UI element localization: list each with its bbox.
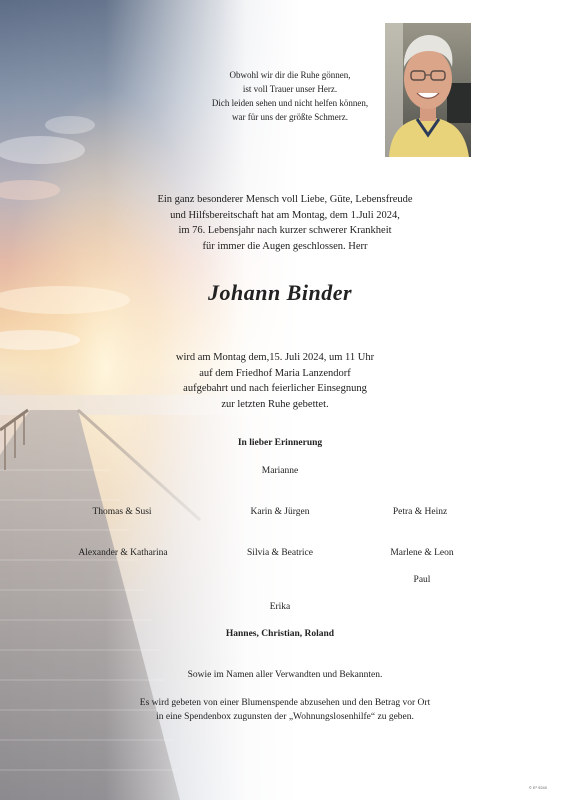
poem-line: Obwohl wir dir die Ruhe gönnen, <box>229 70 351 80</box>
mourner-name: Petra & Heinz <box>392 507 448 517</box>
portrait-photo <box>385 23 471 157</box>
mourner-name: Silvia & Beatrice <box>247 548 313 558</box>
announcement-line: im 76. Lebensjahr nach kurzer schwerer Krankheit <box>178 225 392 236</box>
announcement-line: Ein ganz besonderer Mensch voll Liebe, Güte, Lebensfreude <box>157 194 413 205</box>
funeral-details <box>140 350 410 412</box>
mourner-name: Thomas & Susi <box>92 507 152 517</box>
announcement-line: für immer die Augen geschlossen. Herr <box>202 240 368 252</box>
donation-request <box>80 696 490 724</box>
poem-line: ist voll Trauer unser Herz. <box>242 84 338 94</box>
mourner-name: Marlene & Leon <box>390 548 454 558</box>
mourner-name: Marianne <box>261 466 299 476</box>
donation-request-line: in eine Spendenbox zugunsten der „Wohnungslosenhilfe“ zu geben. <box>156 712 414 722</box>
funeral-line: auf dem Friedhof Maria Lanzendorf <box>199 367 351 379</box>
poem-line: war für uns der größte Schmerz. <box>232 112 348 122</box>
mourner-name: Erika <box>269 602 291 612</box>
print-code: © E² 9240 <box>528 785 547 790</box>
funeral-line: wird am Montag dem,15. Juli 2024, um 11 Uhr <box>175 352 375 363</box>
announcement-text <box>120 192 450 254</box>
mourners-heading: In lieber Erinnerung <box>237 438 323 448</box>
mourner-name: Karin & Jürgen <box>250 507 310 517</box>
poem-line: Dich leiden sehen und nicht helfen können, <box>211 98 369 108</box>
closing-line: Sowie im Namen aller Verwandten und Bekannten. <box>187 670 383 680</box>
poem <box>190 68 390 124</box>
funeral-line: aufgebahrt und nach feierlicher Einsegnung <box>183 383 367 394</box>
mourner-name: Hannes, Christian, Roland <box>225 629 335 639</box>
deceased-name: Johann Binder <box>207 280 353 305</box>
mourner-name: Alexander & Katharina <box>78 548 168 558</box>
mourner-name: Paul <box>413 575 431 585</box>
announcement-line: und Hilfsbereitschaft hat am Montag, dem 1.Juli 2024, <box>170 209 400 221</box>
funeral-line: zur letzten Ruhe gebettet. <box>221 398 329 410</box>
donation-request-line: Es wird gebeten von einer Blumenspende abzusehen und den Betrag vor Ort <box>139 698 431 708</box>
